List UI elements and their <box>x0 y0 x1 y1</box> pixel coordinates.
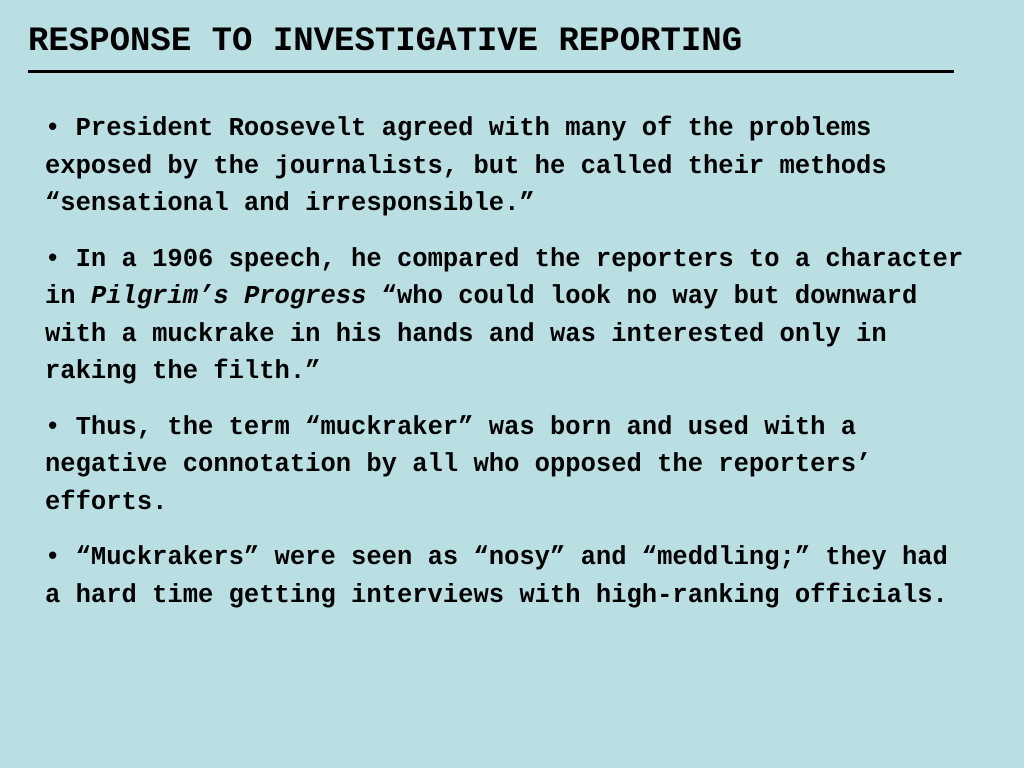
bullet-text: “who could look no way but downward with a muckrake in his hands and was interested only in raking the filth.” <box>45 282 918 386</box>
bullet-text: President Roosevelt agreed with many of the problems exposed by the journalists, but he called their methods “sensational and irresponsible.” <box>45 114 887 218</box>
bullet-item <box>45 539 970 614</box>
bullet-marker: • <box>45 244 76 274</box>
bullet-marker: • <box>45 114 76 143</box>
bullet-text: In a 1906 speech, he compared the reporters to a character in <box>45 244 964 311</box>
title-underline <box>28 70 954 73</box>
bullet-list <box>45 110 970 632</box>
bullet-marker: • <box>45 543 76 572</box>
bullet-text: “Muckrakers” were seen as “nosy” and “meddling;” they had a hard time getting interviews with high-ranking officials. <box>45 543 948 610</box>
bullet-marker: • <box>45 412 76 442</box>
slide-title: RESPONSE TO INVESTIGATIVE REPORTING <box>28 23 743 61</box>
bullet-item <box>45 409 970 522</box>
book-title: Pilgrim’s Progress <box>90 282 367 311</box>
bullet-item <box>45 110 970 223</box>
bullet-text: Thus, the term “muckraker” was born and used with a negative connotation by all who opposed the reporters’ efforts. <box>45 412 872 517</box>
bullet-item <box>45 241 970 391</box>
